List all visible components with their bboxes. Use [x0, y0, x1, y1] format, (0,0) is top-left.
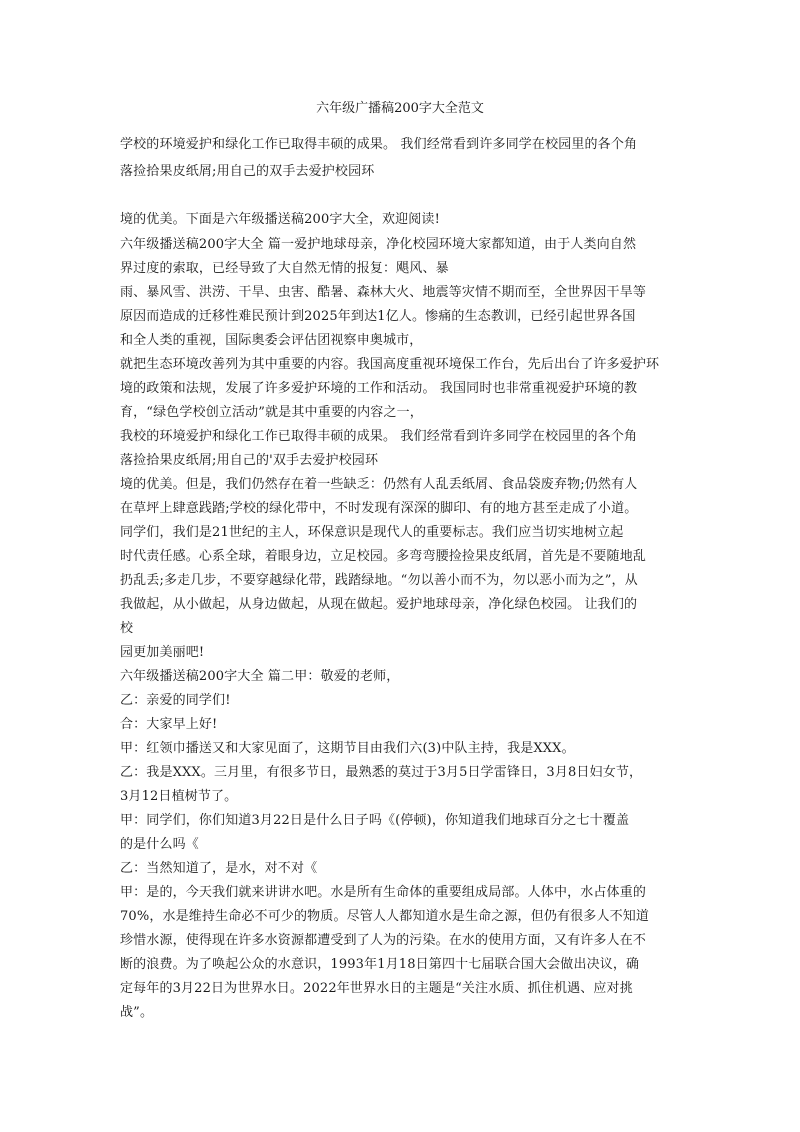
text-line: 我校的环境爱护和绿化工作已取得丰硕的成果。 我们经常看到许多同学在校园里的各个角 — [120, 429, 638, 444]
text-line: 落捡拾果皮纸屑;用自己的双手去爱护校园环 — [120, 164, 375, 179]
text-line: 界过度的索取，已经导致了大自然无情的报复：飓风、暴 — [120, 261, 449, 276]
text-line: 六年级播送稿200字大全 篇一爱护地球母亲，净化校园环境大家都知道，由于人类向自然 — [120, 237, 637, 252]
text-line: 乙：我是XXX。三月里，有很多节日，最熟悉的莫过于3月5日学雷锋日，3月8日妇女节， — [120, 765, 643, 780]
text-line: 战”。 — [120, 1005, 154, 1020]
text-line: 的是什么吗《 — [120, 837, 199, 852]
text-line: 时代责任感。心系全球，着眼身边，立足校园。多弯弯腰捡捡果皮纸屑，首先是不要随地乱 — [120, 549, 647, 564]
text-line: 六年级播送稿200字大全 篇二甲：敬爱的老师， — [120, 669, 400, 684]
text-line: 境的优美。但是，我们仍然存在着一些缺乏：仍然有人乱丢纸屑、食品袋废弃物;仍然有人 — [120, 477, 638, 492]
text-line: 同学们，我们是21世纪的主人，环保意识是现代人的重要标志。我们应当切实地树立起 — [120, 525, 624, 540]
text-line: 乙：当然知道了，是水，对不对《 — [120, 861, 318, 876]
text-line: 70%，水是维持生命必不可少的物质。尽管人人都知道水是生命之源，但仍有很多人不知道 — [120, 909, 650, 924]
text-line: 乙：亲爱的同学们! — [120, 693, 231, 708]
text-line: 甲：是的，今天我们就来讲讲水吧。水是所有生命体的重要组成局部。人体中，水占体重的 — [120, 885, 647, 900]
text-line: 园更加美丽吧! — [120, 645, 205, 660]
text-line: 甲：红领巾播送又和大家见面了，这期节目由我们六(3)中队主持，我是XXX。 — [120, 741, 575, 756]
text-line: 就把生态环境改善列为其中重要的内容。我国高度重视环境保工作台，先后出台了许多爱护环 — [120, 357, 660, 372]
text-line: 育，“绿色学校创立活动”就是其中重要的内容之一， — [120, 405, 423, 420]
text-line: 甲：同学们，你们知道3月22日是什么日子吗《(停顿)，你知道我们地球百分之七十覆盖 — [120, 813, 630, 828]
text-line: 原因而造成的迁移性难民预计到2025年到达1亿人。惨痛的生态教训，已经引起世界各国 — [120, 309, 636, 324]
text-line: 境的优美。下面是六年级播送稿200字大全，欢迎阅读! — [120, 212, 440, 227]
text-line: 珍惜水源，使得现在许多水资源都遭受到了人为的污染。在水的使用方面，又有许多人在不 — [120, 933, 647, 948]
text-line: 境的政策和法规，发展了许多爱护环境的工作和活动。 我国同时也非常重视爱护环境的教 — [120, 381, 638, 396]
text-line: 雨、暴风雪、洪涝、干旱、虫害、酷暑、森林大火、地震等灾情不期而至，全世界因干旱等 — [120, 285, 647, 300]
text-line: 学校的环境爱护和绿化工作已取得丰硕的成果。 我们经常看到许多同学在校园里的各个角 — [120, 137, 638, 152]
text-line: 我做起，从小做起，从身边做起，从现在做起。爱护地球母亲，净化绿色校园。 让我们的 — [120, 597, 638, 612]
text-line: 定每年的3月22日为世界水日。2022年世界水日的主题是“关注水质、抓住机遇、应对挑 — [120, 981, 633, 996]
text-line: 3月12日植树节了。 — [120, 789, 238, 804]
document-title: 六年级广播稿200字大全范文 — [316, 101, 484, 116]
text-line: 落捡拾果皮纸屑;用自己的'双手去爱护校园环 — [120, 453, 379, 468]
text-line: 和全人类的重视，国际奥委会评估团视察申奥城市， — [120, 333, 423, 348]
text-line: 扔乱丢;多走几步，不要穿越绿化带，践踏绿地。“勿以善小而不为，勿以恶小而为之”，从 — [120, 573, 638, 588]
text-line: 合：大家早上好! — [120, 717, 218, 732]
text-line: 校 — [120, 621, 134, 636]
text-line: 断的浪费。为了唤起公众的水意识，1993年1月18日第四十七届联合国大会做出决议，确 — [120, 957, 640, 972]
text-line: 在草坪上肆意践踏;学校的绿化带中，不时发现有深深的脚印、有的地方甚至走成了小道。 — [120, 501, 638, 516]
